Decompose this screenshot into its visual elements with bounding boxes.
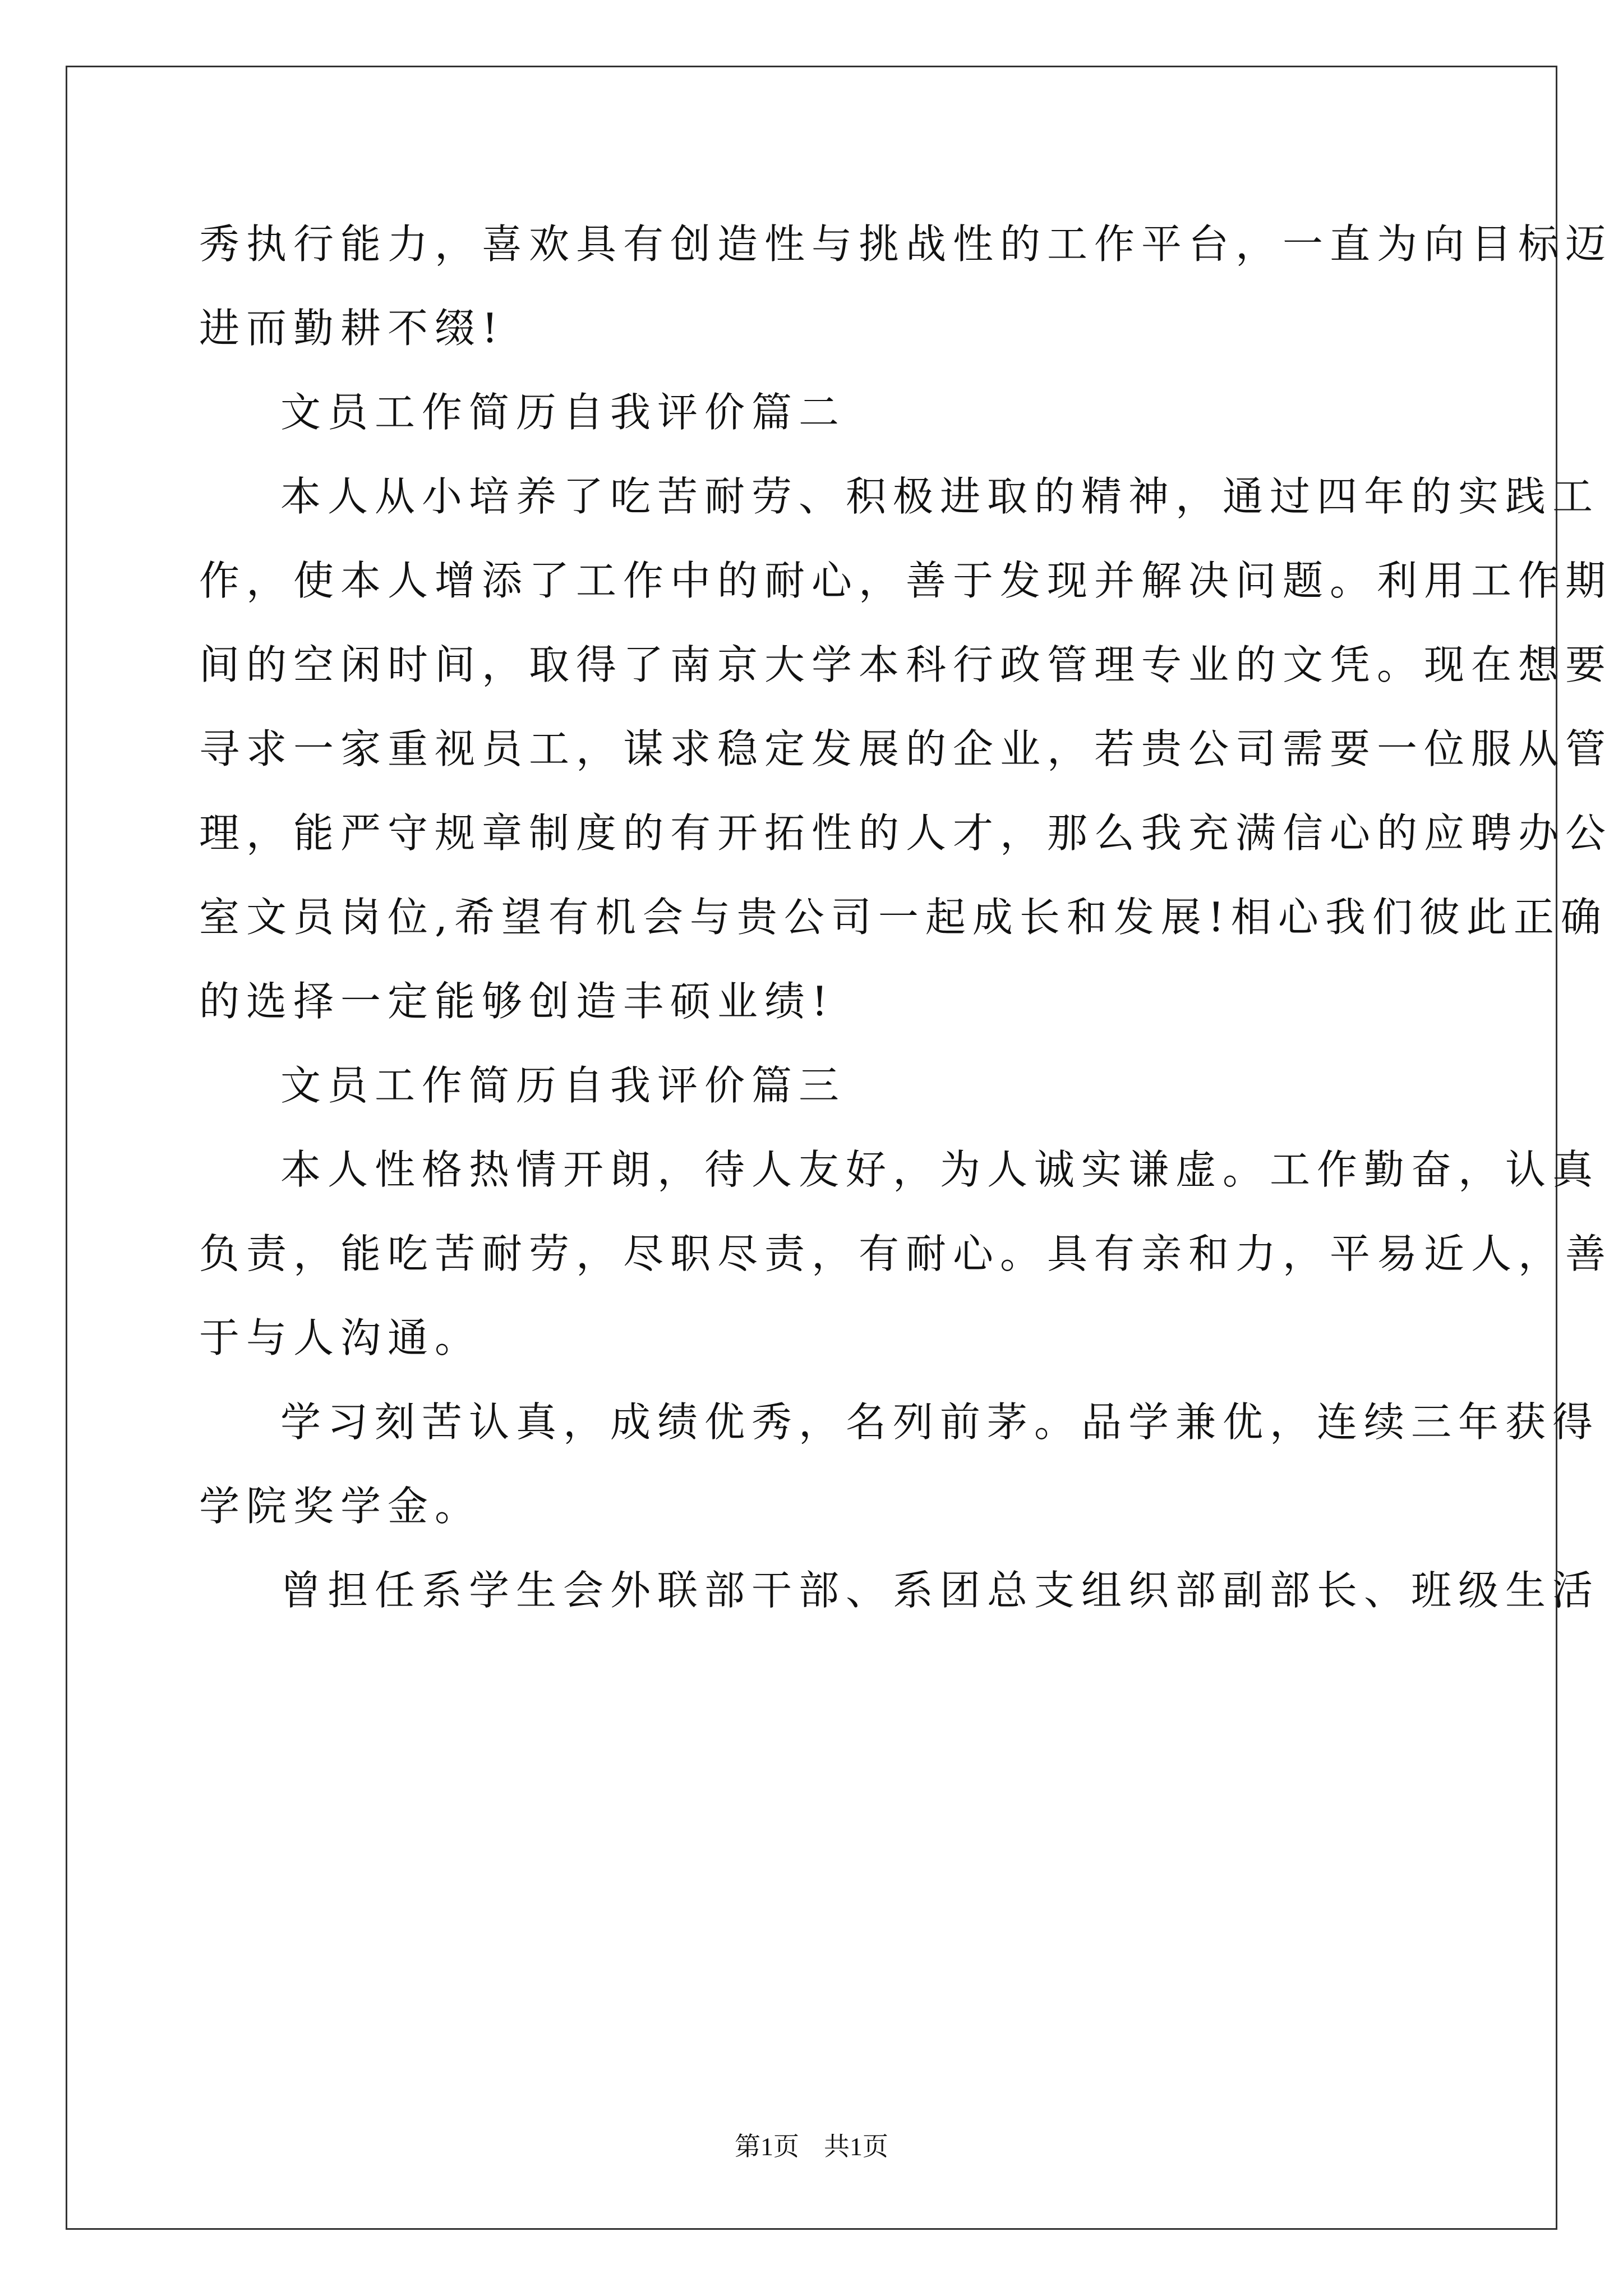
paragraph-line: 寻求一家重视员工，谋求稳定发展的企业，若贵公司需要一位服从管: [199, 725, 1613, 772]
paragraph-line: 学习刻苦认真，成绩优秀，名列前茅。品学兼优，连续三年获得: [280, 1398, 1600, 1446]
page-number: 第1页: [735, 2132, 799, 2161]
paragraph-line: 理，能严守规章制度的有开拓性的人才，那么我充满信心的应聘办公: [199, 809, 1613, 857]
paragraph-line: 作，使本人增添了工作中的耐心，善于发现并解决问题。利用工作期: [199, 557, 1613, 604]
paragraph-line: 进而勤耕不缀!: [199, 305, 505, 352]
paragraph-line: 的选择一定能够创造丰硕业绩!: [199, 978, 834, 1025]
paragraph-line: 本人从小培养了吃苦耐劳、积极进取的精神，通过四年的实践工: [280, 473, 1600, 520]
page-footer: [0, 2126, 1623, 2163]
document-body: [199, 202, 1613, 1632]
paragraph-line: 曾担任系学生会外联部干部、系团总支组织部副部长、班级生活: [280, 1567, 1600, 1614]
section-heading: 文员工作简历自我评价篇三: [280, 1062, 846, 1109]
paragraph-line: 间的空闲时间，取得了南京大学本科行政管理专业的文凭。现在想要: [199, 641, 1613, 688]
page-total: 共1页: [824, 2132, 888, 2161]
paragraph-line: 秀执行能力，喜欢具有创造性与挑战性的工作平台，一直为向目标迈: [199, 220, 1613, 268]
paragraph-line: 负责，能吃苦耐劳，尽职尽责，有耐心。具有亲和力，平易近人，善: [199, 1230, 1613, 1277]
paragraph-line: 本人性格热情开朗，待人友好，为人诚实谦虚。工作勤奋，认真: [280, 1146, 1600, 1193]
paragraph-line: 学院奖学金。: [199, 1483, 482, 1530]
paragraph-line: 于与人沟通。: [199, 1314, 482, 1361]
section-heading: 文员工作简历自我评价篇二: [280, 389, 846, 436]
paragraph-line: 室文员岗位,希望有机会与贵公司一起成长和发展!相心我们彼此正确: [199, 894, 1608, 941]
